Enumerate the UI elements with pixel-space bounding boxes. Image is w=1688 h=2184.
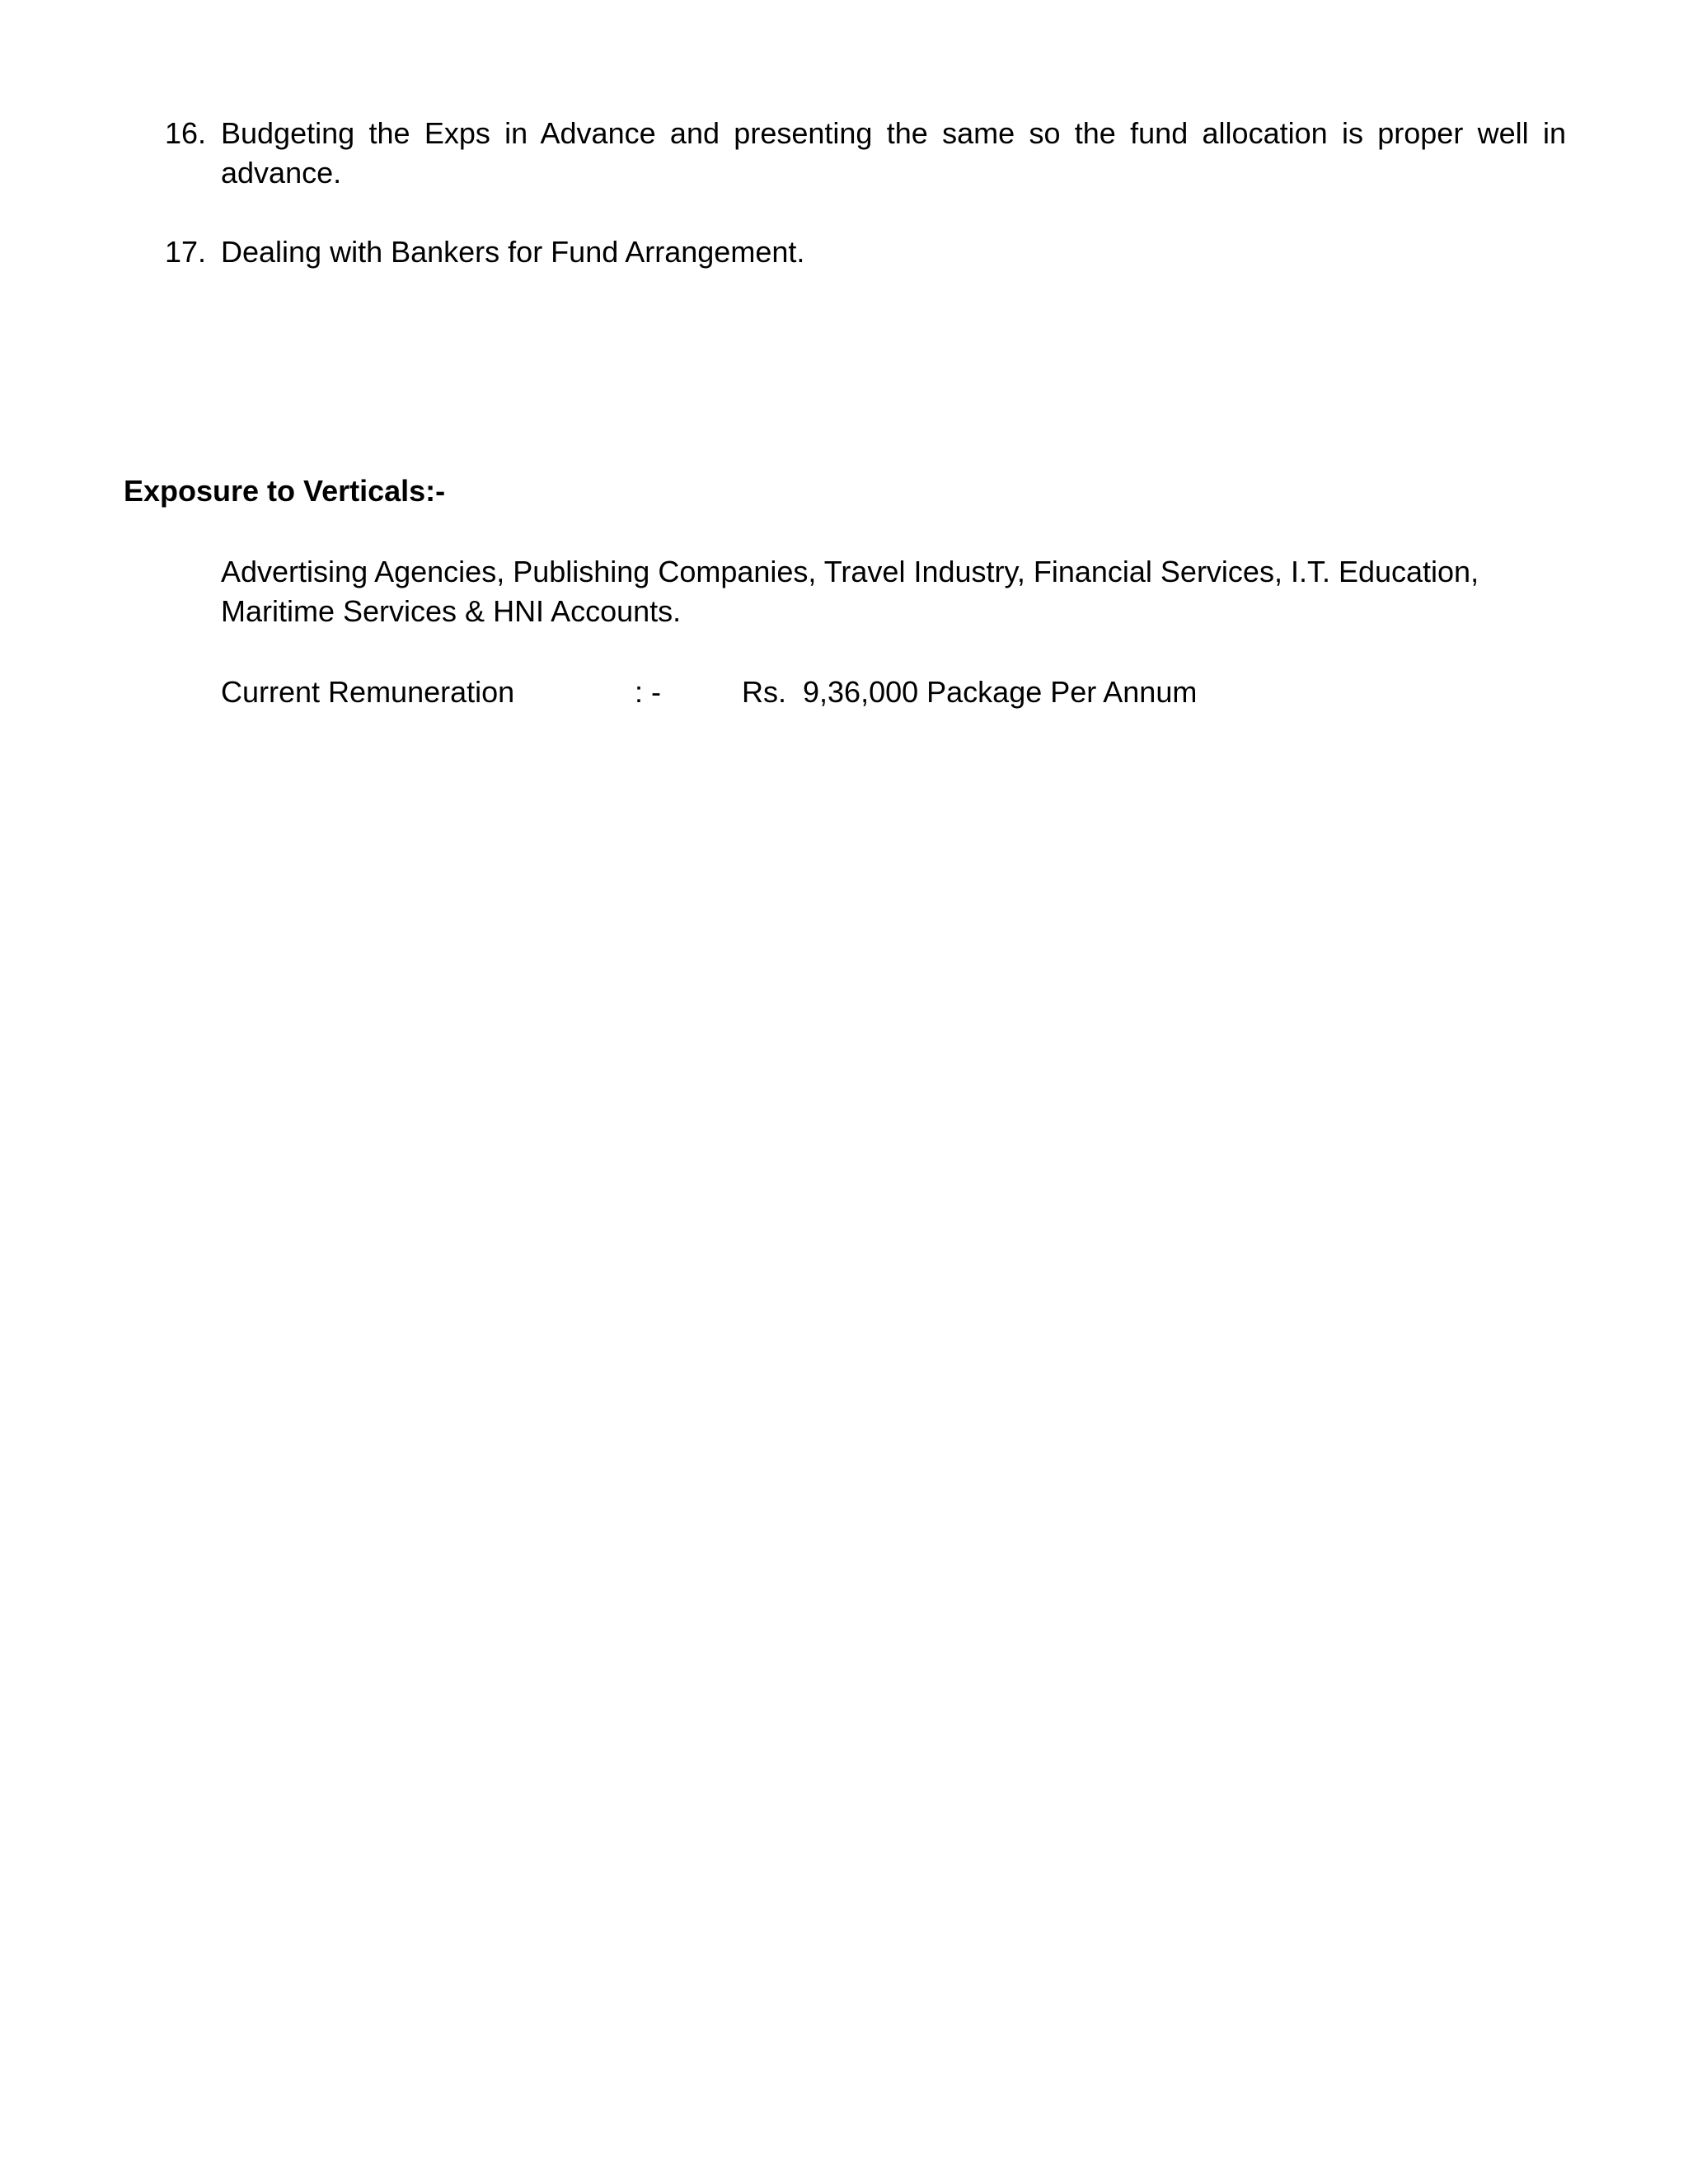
exposure-text: Advertising Agencies, Publishing Companies, Travel Industry, Financial Services, I.T. Education, Maritime Services & HNI Accounts.: [221, 555, 1479, 628]
list-item-number: 16.: [165, 116, 207, 150]
list-item-text: Budgeting the Exps in Advance and presenting the same so the fund allocation is proper well in advance.: [221, 116, 1566, 190]
list-item-number: 17.: [165, 235, 207, 269]
remuneration-value: 9,36,000 Package Per Annum: [803, 675, 1198, 709]
list-item: [165, 114, 1566, 193]
duties-list: [165, 114, 1566, 312]
list-item-text: Dealing with Bankers for Fund Arrangement.: [221, 235, 805, 269]
remuneration-separator: : -: [635, 675, 661, 709]
remuneration-currency: Rs.: [742, 675, 786, 709]
remuneration-label: Current Remuneration: [221, 675, 515, 709]
list-item: [165, 232, 1566, 272]
exposure-heading: Exposure to Verticals:-: [124, 474, 446, 508]
